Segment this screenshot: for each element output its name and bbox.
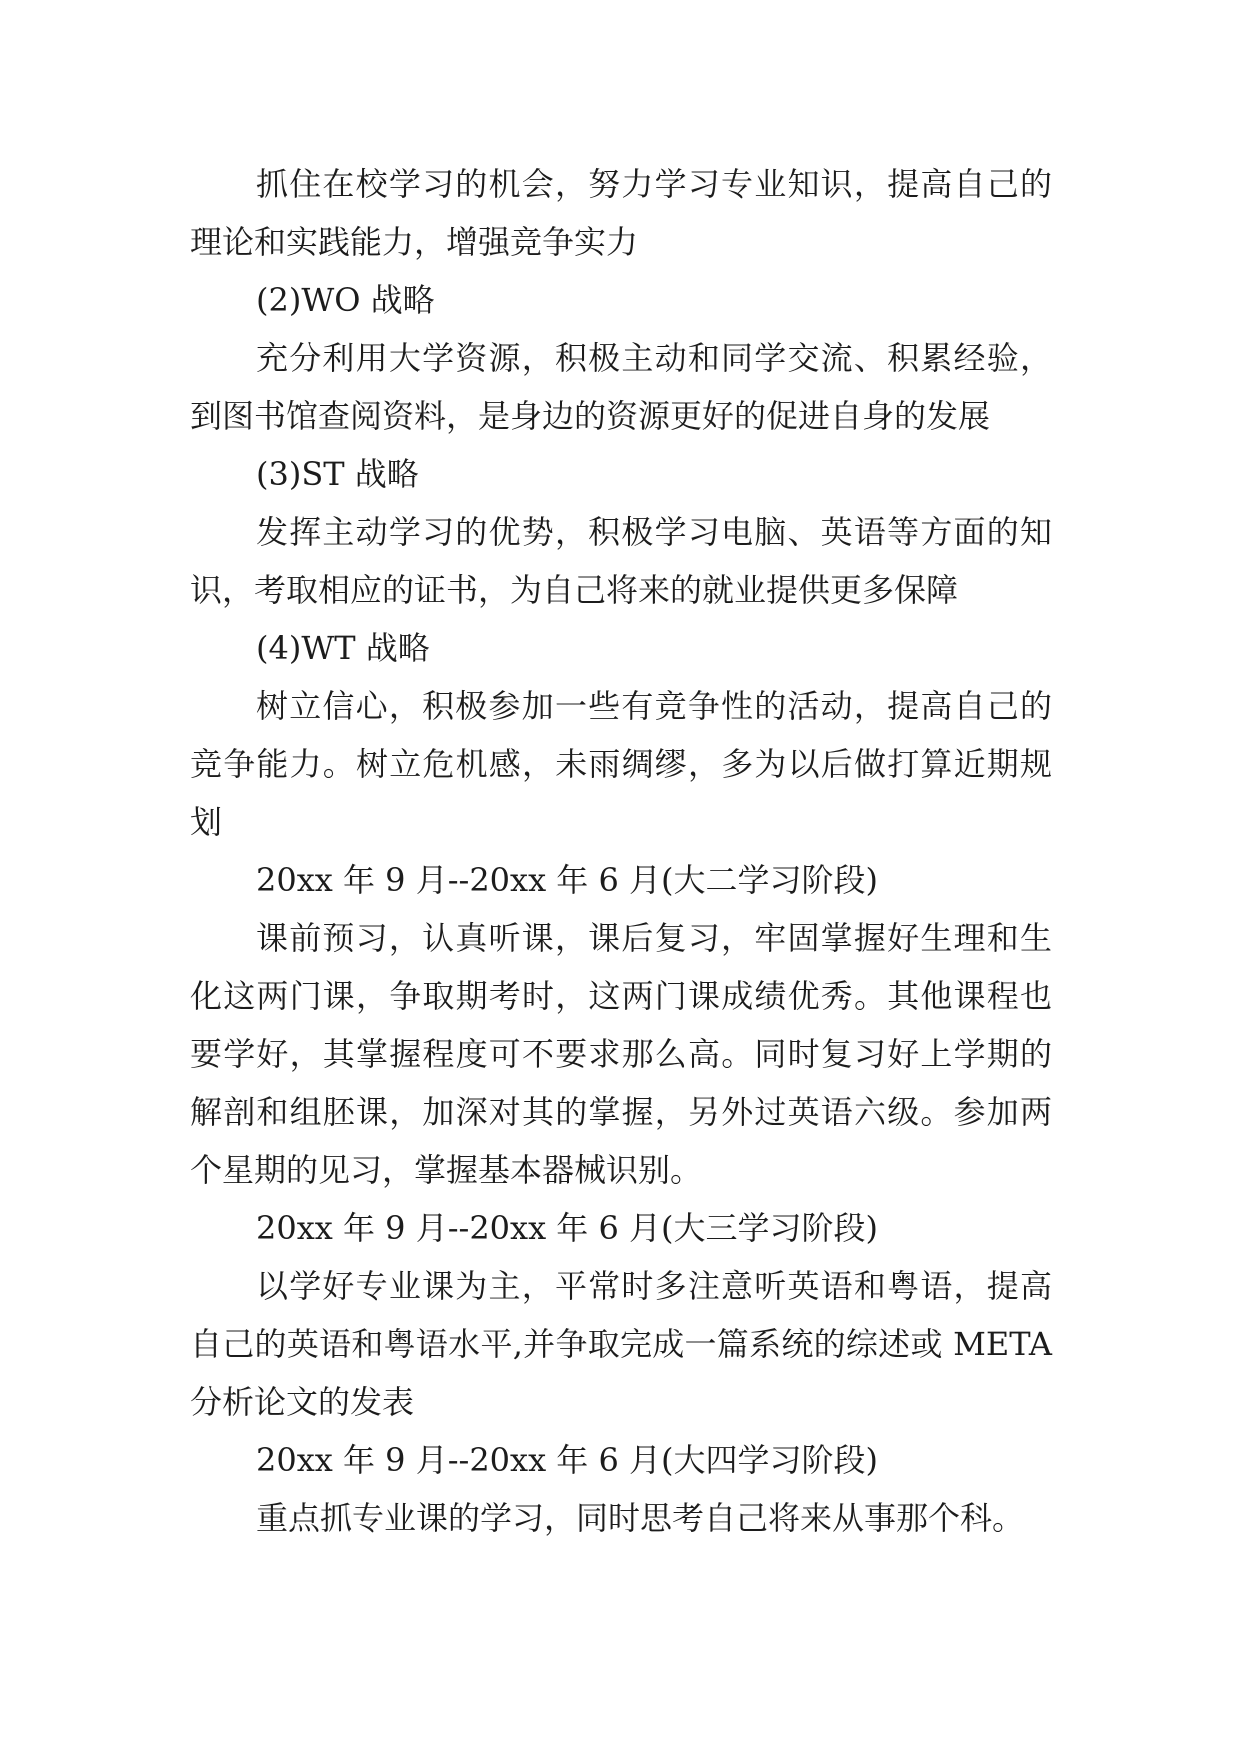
text-line: 自己的英语和粤语水平,并争取完成一篇系统的综述或 META (190, 1325, 1052, 1363)
text-line: (4)WT 战略 (256, 629, 430, 667)
text-line: 20xx 年 9 月--20xx 年 6 月(大四学习阶段) (256, 1441, 878, 1479)
paragraph (190, 851, 1052, 909)
text-line: 识，考取相应的证书，为自己将来的就业提供更多保障 (190, 571, 959, 609)
paragraph (190, 1431, 1052, 1489)
paragraph (190, 619, 1052, 677)
paragraph (190, 909, 1052, 1199)
text-line: 解剖和组胚课，加深对其的掌握，另外过英语六级。参加两 (190, 1093, 1052, 1131)
paragraph (190, 155, 1052, 271)
text-line: 以学好专业课为主，平常时多注意听英语和粤语，提高 (256, 1267, 1052, 1305)
text-line: 树立信心，积极参加一些有竞争性的活动，提高自己的 (256, 687, 1052, 725)
text-line: 20xx 年 9 月--20xx 年 6 月(大三学习阶段) (256, 1209, 878, 1247)
text-line: 竞争能力。树立危机感，未雨绸缪，多为以后做打算近期规 (190, 745, 1052, 783)
paragraph (190, 445, 1052, 503)
text-line: (2)WO 战略 (256, 281, 435, 319)
text-line: 充分利用大学资源，积极主动和同学交流、积累经验， (256, 339, 1052, 377)
text-line: 划 (190, 803, 223, 841)
text-line: 发挥主动学习的优势，积极学习电脑、英语等方面的知 (256, 513, 1052, 551)
text-line: 要学好，其掌握程度可不要求那么高。同时复习好上学期的 (190, 1035, 1052, 1073)
text-line: 化这两门课，争取期考时，这两门课成绩优秀。其他课程也 (190, 977, 1052, 1015)
paragraph (190, 503, 1052, 619)
text-line: 抓住在校学习的机会，努力学习专业知识，提高自己的 (256, 165, 1052, 203)
paragraph (190, 271, 1052, 329)
paragraph (190, 677, 1052, 851)
text-line: 分析论文的发表 (190, 1383, 415, 1421)
paragraph (190, 1199, 1052, 1257)
text-line: 课前预习，认真听课，课后复习，牢固掌握好生理和生 (256, 919, 1052, 957)
text-line: 到图书馆查阅资料，是身边的资源更好的促进自身的发展 (190, 397, 991, 435)
paragraph (190, 1257, 1052, 1431)
paragraph (190, 329, 1052, 445)
text-line: 重点抓专业课的学习，同时思考自己将来从事那个科。 (256, 1499, 1025, 1537)
paragraph (190, 1489, 1052, 1547)
text-line: 理论和实践能力，增强竞争实力 (190, 223, 639, 261)
text-line: (3)ST 战略 (256, 455, 419, 493)
text-line: 个星期的见习，掌握基本器械识别。 (190, 1151, 703, 1189)
document-body (190, 155, 1052, 1547)
text-line: 20xx 年 9 月--20xx 年 6 月(大二学习阶段) (256, 861, 878, 899)
